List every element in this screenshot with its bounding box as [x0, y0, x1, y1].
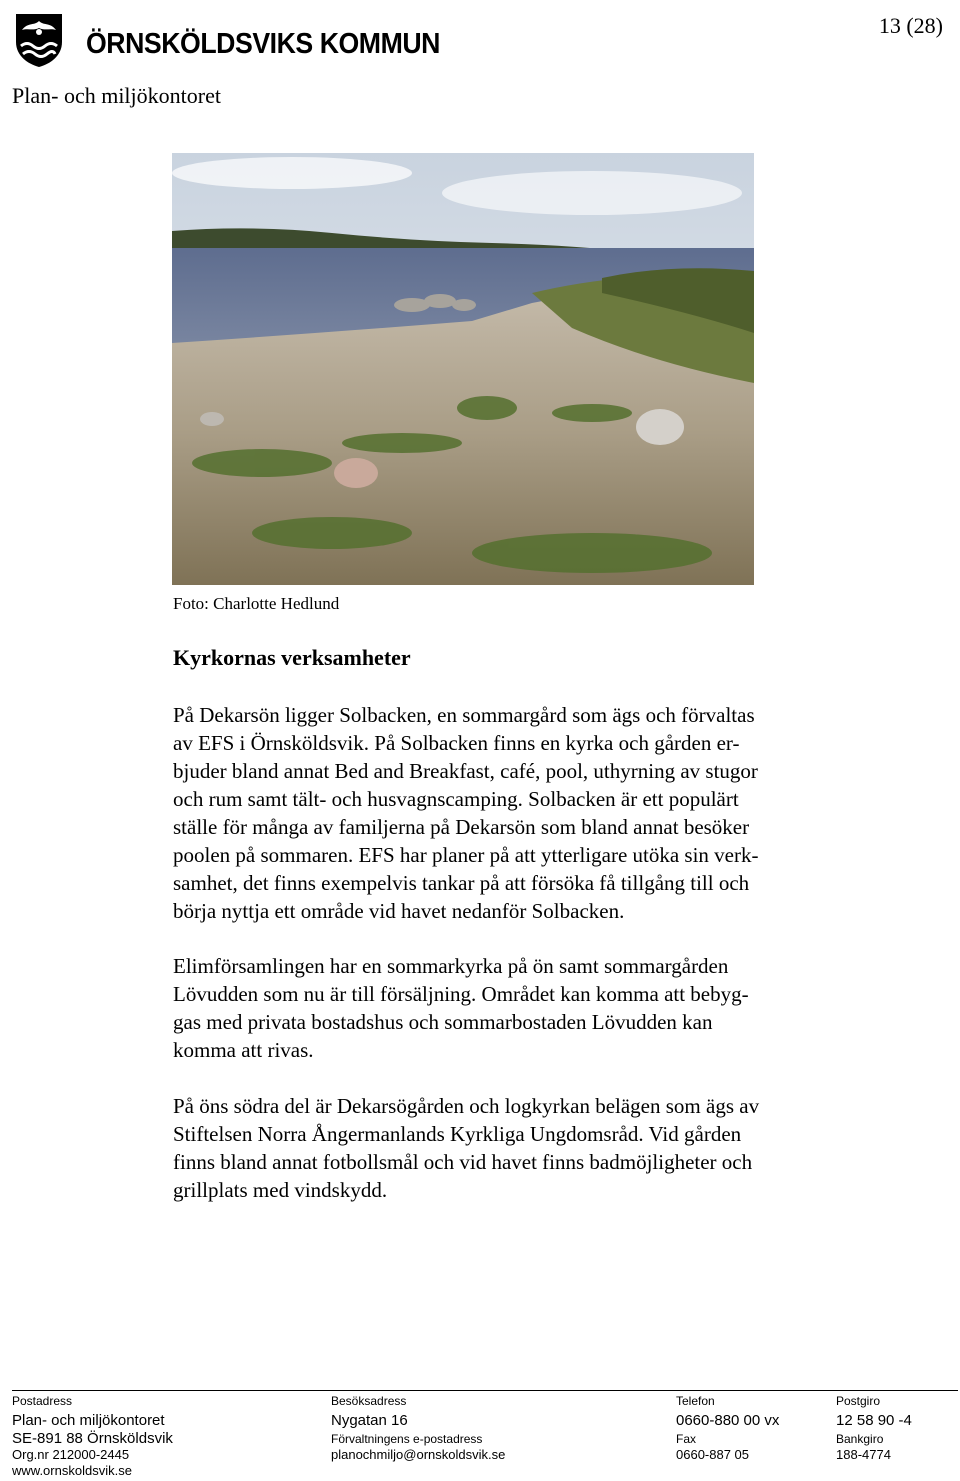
footer-label: Telefon	[676, 1394, 715, 1408]
text-line: börja nyttja ett område vid havet nedanför Solbacken.	[173, 899, 625, 923]
footer-label: Fax	[676, 1432, 697, 1446]
footer-label: Bankgiro	[836, 1432, 884, 1446]
footer-value: 0660-887 05	[676, 1447, 750, 1462]
department-name: Plan- och miljökontoret	[12, 83, 221, 108]
text-line: av EFS i Örnsköldsvik. På Solbacken finns en kyrka och gården er-	[173, 731, 740, 755]
text-line: Lövudden som nu är till försäljning. Området kan komma att bebyg-	[173, 982, 749, 1006]
text-line: bjuder bland annat Bed and Breakfast, café, pool, uthyrning av stugor	[173, 759, 758, 783]
text-line: Stiftelsen Norra Ångermanlands Kyrkliga Ungdomsråd. Vid gården	[173, 1122, 742, 1146]
text-line: På öns södra del är Dekarsögården och logkyrkan belägen som ägs av	[173, 1094, 760, 1118]
org-name: ÖRNSKÖLDSVIKS KOMMUN	[86, 28, 440, 60]
paragraph	[173, 1092, 863, 1204]
text-line: poolen på sommaren. EFS har planer på att ytterligare utöka sin verk-	[173, 843, 759, 867]
photo-caption: Foto: Charlotte Hedlund	[173, 594, 340, 613]
text-line: gas med privata bostadshus och sommarbostaden Lövudden kan	[173, 1010, 713, 1034]
footer-label: Postgiro	[836, 1394, 881, 1408]
footer-value: 0660-880 00 vx	[676, 1412, 780, 1429]
text-line: ställe för många av familjerna på Dekarsön som bland annat besöker	[173, 815, 750, 839]
coat-of-arms-icon	[14, 12, 64, 68]
text-line: och rum samt tält- och husvagnscamping. Solbacken är ett populärt	[173, 787, 739, 811]
page-number: 13 (28)	[878, 13, 943, 38]
footer-value: 12 58 90 -4	[836, 1412, 912, 1429]
paragraph	[173, 952, 863, 1064]
footer-website-link[interactable]: www.ornskoldsvik.se	[12, 1463, 132, 1478]
text-line: Elimförsamlingen har en sommarkyrka på ön samt sommargården	[173, 954, 729, 978]
footer-value: 188-4774	[836, 1447, 891, 1462]
footer-label: Förvaltningens e-postadress	[331, 1432, 483, 1446]
footer-label: Postadress	[12, 1394, 73, 1408]
lakeshore-photo	[172, 153, 754, 585]
footer-value: Nygatan 16	[331, 1412, 408, 1429]
text-line: finns bland annat fotbollsmål och vid havet finns badmöjligheter och	[173, 1150, 753, 1174]
text-line: komma att rivas.	[173, 1038, 314, 1062]
footer-value: Plan- och miljökontoret	[12, 1412, 165, 1429]
footer-value: SE-891 88 Örnsköldsvik	[12, 1430, 173, 1447]
footer-value: Org.nr 212000-2445	[12, 1447, 130, 1462]
footer-label: Besöksadress	[331, 1394, 407, 1408]
text-line: På Dekarsön ligger Solbacken, en sommargård som ägs och förvaltas	[173, 703, 755, 727]
footer-divider	[12, 1390, 958, 1391]
paragraph	[173, 701, 863, 925]
text-line: samhet, det finns exempelvis tankar på att försöka få tillgång till och	[173, 871, 750, 895]
footer-email-link[interactable]: planochmiljo@ornskoldsvik.se	[331, 1447, 506, 1462]
page-footer	[0, 1390, 960, 1481]
section-heading: Kyrkornas verksamheter	[173, 645, 411, 670]
municipality-logo	[12, 10, 440, 72]
text-line: grillplats med vindskydd.	[173, 1178, 388, 1202]
